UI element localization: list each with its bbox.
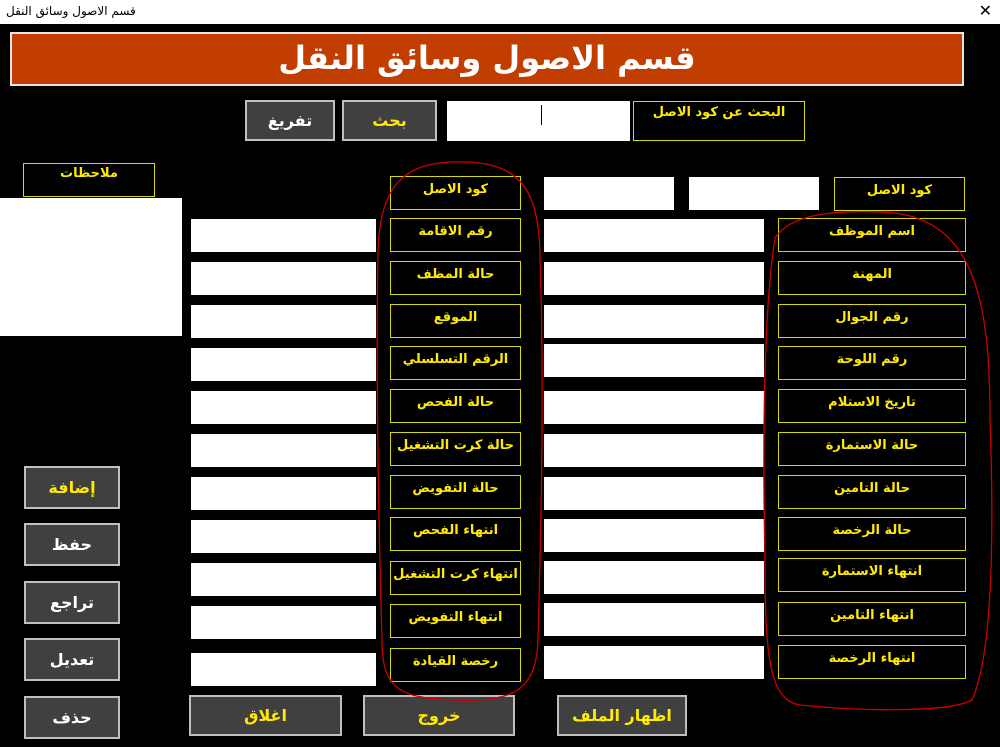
profession-input[interactable] — [544, 262, 764, 295]
asset-code-input-b[interactable] — [544, 177, 674, 210]
window-title: قسم الاصول وسائق النقل — [6, 4, 136, 18]
registration-expiry-input[interactable] — [544, 561, 764, 594]
right-label-insurance-expiry: انتهاء التامين — [778, 602, 966, 636]
right-label-registration-status: حالة الاستمارة — [778, 432, 966, 466]
exit-button[interactable]: خروج — [363, 695, 515, 736]
close-button[interactable]: اغلاق — [189, 695, 342, 736]
window-titlebar — [0, 0, 1000, 24]
mid-label-inspection-status: حالة الفحص — [390, 389, 521, 423]
mid-label-operating-card-status: حالة كرت التشغيل — [390, 432, 521, 466]
mid-label-asset-code: كود الاصل — [390, 176, 521, 210]
receipt-date-input[interactable] — [544, 391, 764, 424]
edit-button[interactable]: تعديل — [24, 638, 120, 681]
clear-button[interactable]: تفريغ — [245, 100, 335, 141]
add-button[interactable]: إضافة — [24, 466, 120, 509]
mid-label-driving-license: رخصة القيادة — [390, 648, 521, 682]
serial-number-input[interactable] — [191, 348, 376, 381]
right-label-registration-expiry: انتهاء الاستمارة — [778, 558, 966, 592]
notes-textarea[interactable] — [0, 198, 182, 336]
search-input[interactable] — [447, 101, 630, 141]
authorization-status-input[interactable] — [191, 477, 376, 510]
search-button[interactable]: بحث — [342, 100, 437, 141]
location-input[interactable] — [191, 305, 376, 338]
plate-number-input[interactable] — [544, 344, 764, 377]
mid-label-authorization-expiry: انتهاء التفويض — [390, 604, 521, 638]
undo-button[interactable]: تراجع — [24, 581, 120, 624]
driving-license-input[interactable] — [191, 653, 376, 686]
page-title: قسم الاصول وسائق النقل — [10, 32, 964, 86]
right-label-employee-name: اسم الموظف — [778, 218, 966, 252]
insurance-expiry-input[interactable] — [544, 603, 764, 636]
license-expiry-input[interactable] — [544, 646, 764, 679]
mid-label-residence-number: رقم الاقامة — [390, 218, 521, 252]
mid-label-operating-card-expiry: انتهاء كرت التشغيل — [390, 561, 521, 595]
employee-status-input[interactable] — [191, 262, 376, 295]
close-icon[interactable]: ✕ — [978, 1, 992, 20]
right-label-profession: المهنة — [778, 261, 966, 295]
insurance-status-input[interactable] — [544, 477, 764, 510]
notes-label: ملاحظات — [23, 163, 155, 197]
show-file-button[interactable]: اظهار الملف — [557, 695, 687, 736]
mid-label-authorization-status: حالة التفويض — [390, 475, 521, 509]
right-label-license-status: حالة الرخصة — [778, 517, 966, 551]
right-label-asset-code: كود الاصل — [834, 177, 965, 211]
search-label: البحث عن كود الاصل — [633, 101, 805, 141]
asset-code-input-a[interactable] — [689, 177, 819, 210]
residence-number-input[interactable] — [191, 219, 376, 252]
authorization-expiry-input[interactable] — [191, 606, 376, 639]
inspection-status-input[interactable] — [191, 391, 376, 424]
right-label-insurance-status: حالة التامين — [778, 475, 966, 509]
operating-card-status-input[interactable] — [191, 434, 376, 467]
right-label-plate-number: رقم اللوحة — [778, 346, 966, 380]
inspection-expiry-input[interactable] — [191, 520, 376, 553]
right-label-receipt-date: تاريخ الاستلام — [778, 389, 966, 423]
mobile-input[interactable] — [544, 305, 764, 338]
registration-status-input[interactable] — [544, 434, 764, 467]
right-label-mobile: رقم الجوال — [778, 304, 966, 338]
operating-card-expiry-input[interactable] — [191, 563, 376, 596]
license-status-input[interactable] — [544, 519, 764, 552]
mid-label-inspection-expiry: انتهاء الفحص — [390, 517, 521, 551]
save-button[interactable]: حفظ — [24, 523, 120, 566]
employee-name-input[interactable] — [544, 219, 764, 252]
mid-label-location: الموقع — [390, 304, 521, 338]
right-label-license-expiry: انتهاء الرخصة — [778, 645, 966, 679]
mid-label-serial-number: الرقم التسلسلي — [390, 346, 521, 380]
delete-button[interactable]: حذف — [24, 696, 120, 739]
mid-label-employee-status: حالة المظف — [390, 261, 521, 295]
